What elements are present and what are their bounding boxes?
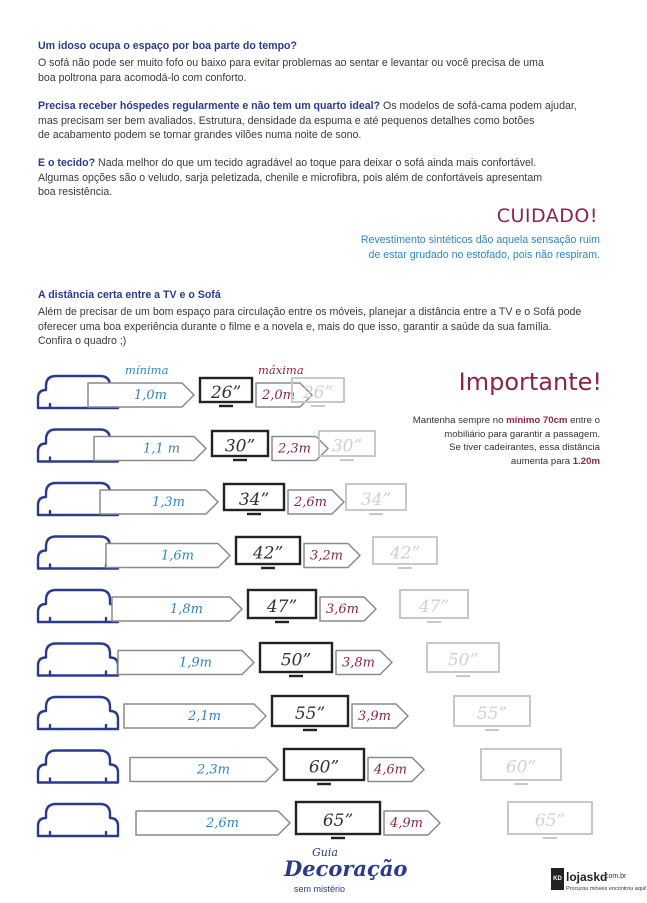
kd-badge: KD [551, 868, 564, 890]
text-line: Algumas opções são o veludo, sarja peletizada, chenile e microfibra, pois além de confortáveis apresentam [38, 171, 543, 184]
distance-max: 3,9m [358, 709, 392, 724]
sem-misterio-word: sem mistério [294, 884, 346, 894]
distance-max: 4,6m [374, 762, 408, 778]
text-line: Revestimento sintéticos dão aquela sensação ruim [360, 234, 600, 246]
cuidado-title: CUIDADO! [496, 205, 598, 227]
ghost-tv-size: 34” [360, 490, 392, 510]
tv-size: 60” [308, 757, 340, 778]
heading-idoso: Um idoso ocupa o espaço por boa parte do tempo? [38, 40, 297, 52]
paragraph-idoso [38, 56, 603, 85]
distance-min: 1,9m [179, 655, 213, 671]
heading-distancia: A distância certa entre a TV e o Sofá [38, 289, 221, 301]
column-max-label: máxima [258, 363, 304, 377]
text-line: de acabamento podem se tornar grandes vilões numa noite de sono. [38, 129, 362, 142]
tv-size: 34” [238, 490, 270, 510]
tv-size: 42” [252, 543, 284, 564]
distance-min: 1,6m [161, 548, 195, 564]
ghost-tv-size: 30” [331, 436, 363, 457]
tv-size: 50” [280, 650, 312, 671]
distance-max: 2,6m [294, 495, 328, 510]
sofa-icon [38, 590, 118, 622]
ghost-tv-size: 55” [476, 704, 508, 724]
sofa-icon [38, 644, 118, 676]
distance-max: 2,0m [262, 388, 296, 403]
ghost-tv-size: 26” [302, 383, 334, 403]
tv-size: 30” [224, 436, 256, 457]
text-line: O sofá não pode ser muito fofo ou baixo para evitar problemas ao sentar e levantar ou você precisa de uma [38, 57, 544, 69]
tv-size: 47” [266, 597, 298, 617]
text-line: oferecer uma boa experiência durante o filme e a novela e, mais do que isso, garantir a saúde da sua família. [38, 320, 552, 333]
distance-min: 2,6m [206, 816, 240, 831]
sofa-icon [38, 697, 118, 729]
highlight: mínimo 70cm [506, 415, 568, 426]
distance-min: 1,3m [152, 495, 186, 510]
lojaskd-logo [551, 866, 647, 896]
ghost-tv-size: 60” [505, 757, 537, 778]
column-min-label: mínima [125, 363, 169, 377]
ghost-tv-size: 50” [447, 650, 479, 671]
distance-max: 2,3m [278, 441, 312, 457]
distance-min: 2,1m [188, 709, 222, 724]
tv-size: 26” [210, 383, 242, 403]
guia-word: Guia [312, 846, 338, 859]
distance-max: 3,2m [310, 548, 344, 564]
importante-title: Importante! [458, 368, 602, 396]
logo-domain: .com.br [603, 873, 627, 880]
paragraph-distancia [38, 305, 603, 349]
sofa-icon [38, 751, 118, 783]
distance-max: 4,9m [390, 816, 424, 831]
tv-size: 55” [294, 704, 326, 724]
text-line: Além de precisar de um bom espaço para circulação entre os móveis, planejar a distância entre a TV e o Sofá pode [38, 306, 582, 318]
text-part: Mantenha sempre no [412, 415, 507, 426]
distance-max: 3,8m [342, 655, 376, 671]
text-line: mas precisam ser bem avaliados. Estrutura, densidade da espuma e até pequenos detalhes como botões [38, 114, 535, 127]
cuidado-text [340, 233, 600, 263]
bold-lead: Precisa receber hóspedes regularmente e não tem um quarto ideal? [38, 100, 381, 112]
tv-size: 65” [322, 811, 354, 831]
text-line: boa poltrona para acomodá-lo com conforto. [38, 71, 247, 84]
distance-min: 2,3m [197, 762, 231, 778]
logo-tagline: Procurou móveis encontrou aqui! [566, 886, 647, 892]
tv-distance-chart [0, 370, 638, 840]
ghost-tv-size: 65” [534, 811, 566, 831]
text-line: Nada melhor do que um tecido agradável ao toque para deixar o sofá ainda mais confortável. [95, 157, 537, 169]
text-line: de estar grudado no estofado, pois não respiram. [368, 249, 600, 261]
paragraph-tecido [38, 156, 603, 200]
text-part: aumenta para [510, 455, 573, 467]
text-line: mobiliário para garantir a passagem. [444, 428, 600, 440]
text-part: entre o [567, 415, 600, 426]
distance-min: 1,1 m [143, 441, 181, 457]
guia-decoracao-logo [278, 840, 408, 900]
paragraph-hospedes [38, 99, 603, 143]
text-line: Se tiver cadeirantes, essa distância [449, 442, 600, 454]
highlight: 1.20m [572, 455, 600, 467]
logo-name: lojaskd [566, 870, 608, 884]
bold-lead: E o tecido? [38, 157, 96, 169]
ghost-tv-size: 42” [389, 543, 421, 564]
decoracao-word: Decoração [284, 856, 408, 881]
sofa-icon [38, 804, 118, 836]
text-line: Os modelos de sofá-cama podem ajudar, [380, 100, 577, 112]
distance-min: 1,8m [170, 602, 204, 617]
distance-min: 1,0m [134, 388, 168, 403]
text-line: boa resistência. [38, 186, 113, 199]
distance-max: 3,6m [326, 602, 360, 617]
ghost-tv-size: 47” [418, 597, 450, 617]
text-line: Confira o quadro ;) [38, 335, 127, 348]
